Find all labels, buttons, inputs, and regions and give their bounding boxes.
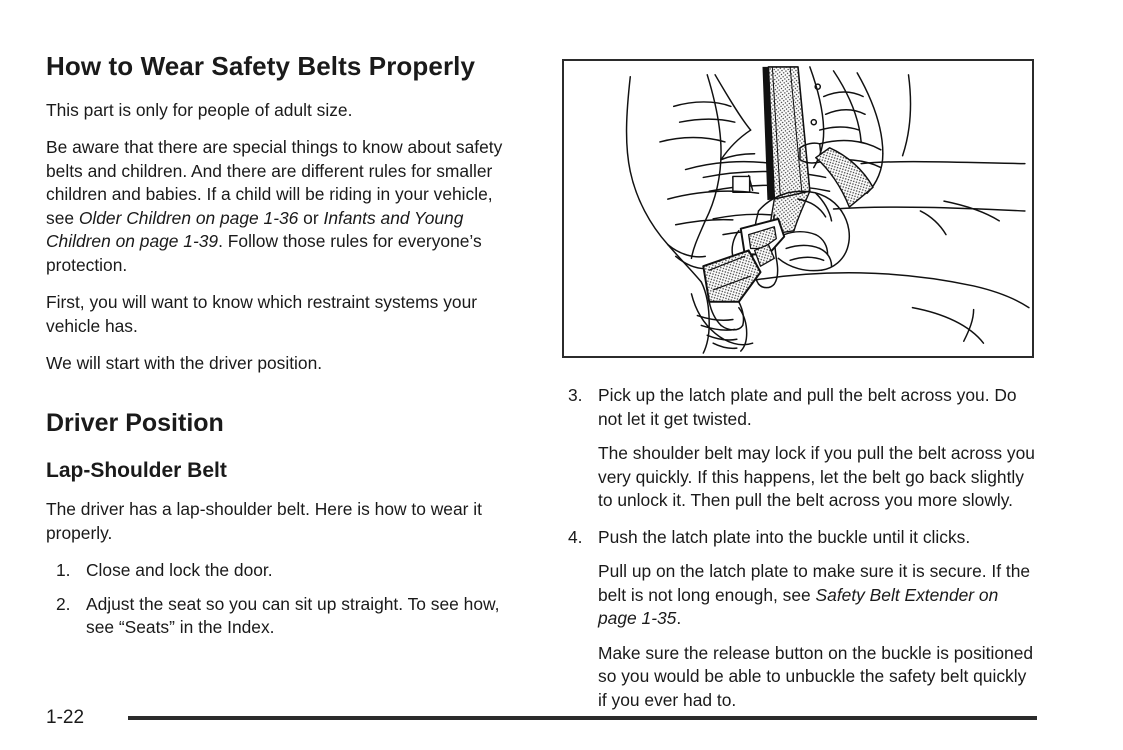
subsection-heading-lap-shoulder-belt: Lap-Shoulder Belt [46, 459, 227, 483]
page-title: How to Wear Safety Belts Properly [46, 51, 476, 81]
step-note-part2: . [676, 608, 682, 628]
list-item [46, 593, 524, 640]
footer-rule [128, 716, 1037, 720]
cross-reference-older-children: Older Children on page 1-36 [78, 207, 299, 228]
children-paragraph-part2: or [298, 207, 324, 228]
step-text: Push the latch plate into the buckle until it clicks. [598, 526, 971, 547]
list-item [560, 526, 1038, 713]
illustration-svg [564, 61, 1032, 356]
list-item [46, 559, 524, 583]
step-number: 1. [56, 560, 71, 581]
step-number: 3. [568, 385, 583, 405]
children-paragraph [46, 136, 524, 277]
step-text: Close and lock the door. [86, 560, 273, 581]
children-paragraph-part3: . Follow those rules for everyone’s protection. [46, 231, 482, 275]
cross-reference-safety-belt-extender: Safety Belt Extender on page 1-35 [598, 584, 999, 628]
list-item [560, 384, 1038, 513]
step-note-release-button: Make sure the release button on the buckle is positioned so you would be able to unbuckle the safety belt quickly if you ever had to. [598, 642, 1034, 710]
intro-paragraph: This part is only for people of adult size. [46, 99, 353, 120]
driver-position-lead-paragraph: We will start with the driver position. [46, 353, 323, 374]
page-number: 1-22 [46, 707, 85, 728]
right-text-column [560, 378, 1038, 725]
children-paragraph-part1: Be aware that there are special things to know about safety belts and children. And there are different rules for smaller children and babies. If a child will be riding in your vehicle, see [46, 137, 503, 228]
step-note-part1: Pull up on the latch plate to make sure it is secure. If the belt is not long enough, see [598, 561, 1031, 605]
step-number: 2. [56, 593, 71, 614]
restraint-systems-paragraph: First, you will want to know which restraint systems your vehicle has. [46, 292, 478, 336]
left-text-column [46, 52, 524, 650]
steps-list-left [46, 559, 524, 640]
steps-list-right [560, 384, 1038, 712]
step-text: Adjust the seat so you can sit up straight. To see how, see “Seats” in the Index. [86, 593, 500, 638]
step-note [598, 560, 1038, 631]
cross-reference-infants-young-children: Infants and Young Children on page 1-39 [46, 207, 464, 252]
step-text: Pick up the latch plate and pull the belt across you. Do not let it get twisted. [598, 385, 1017, 429]
page-footer [0, 688, 1123, 750]
section-heading-driver-position: Driver Position [46, 408, 224, 437]
step-number: 4. [568, 526, 583, 547]
lap-shoulder-belt-intro: The driver has a lap-shoulder belt. Here is how to wear it properly. [46, 499, 482, 543]
step-note: The shoulder belt may lock if you pull the belt across you very quickly. If this happens, let the belt go back slightly to unlock it. Then pull the belt across you more slowly. [598, 443, 1035, 510]
seat-belt-latch-plate-illustration [562, 59, 1034, 358]
